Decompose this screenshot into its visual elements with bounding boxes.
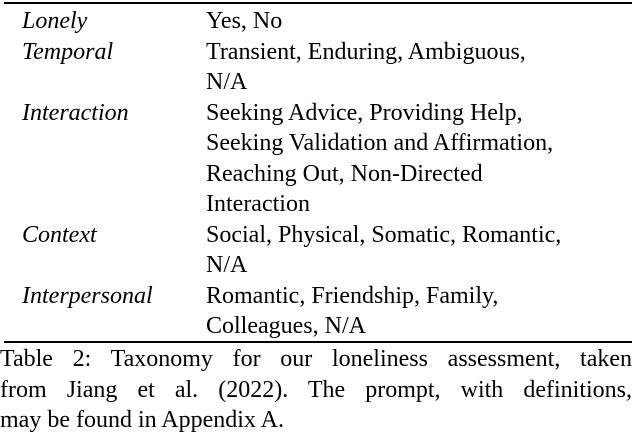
category-values bbox=[206, 37, 626, 98]
table-row-temporal bbox=[0, 37, 636, 98]
table-caption bbox=[0, 344, 636, 436]
category-values bbox=[206, 220, 626, 281]
value-line: Transient, Enduring, Ambiguous, bbox=[206, 38, 526, 65]
value-line: Social, Physical, Somatic, Romantic, bbox=[206, 221, 562, 248]
table-row-interpersonal bbox=[0, 281, 636, 342]
table-row-interaction bbox=[0, 98, 636, 220]
category-label: Temporal bbox=[22, 38, 114, 65]
value-line: Seeking Advice, Providing Help, bbox=[206, 99, 523, 126]
value-line: N/A bbox=[206, 69, 248, 95]
taxonomy-table bbox=[0, 6, 636, 342]
value-line: N/A bbox=[206, 252, 248, 278]
category-values bbox=[206, 6, 626, 37]
caption-line: Table 2: Taxonomy for our loneliness assessment, taken bbox=[0, 346, 632, 372]
table-top-rule bbox=[4, 2, 632, 4]
value-line: Yes, No bbox=[206, 8, 283, 34]
value-line: Seeking Validation and Affirmation, bbox=[206, 130, 554, 156]
category-label: Lonely bbox=[22, 8, 88, 34]
table-row-context bbox=[0, 220, 636, 281]
value-line: Interaction bbox=[206, 191, 310, 217]
category-values bbox=[206, 281, 626, 342]
category-values bbox=[206, 98, 626, 220]
category-label: Interaction bbox=[22, 99, 129, 126]
caption-line: may be found in Appendix A. bbox=[0, 407, 284, 433]
category-label: Interpersonal bbox=[22, 282, 153, 309]
value-line: Colleagues, N/A bbox=[206, 313, 366, 339]
value-line: Reaching Out, Non-Directed bbox=[206, 160, 483, 187]
category-label: Context bbox=[22, 221, 97, 248]
value-line: Romantic, Friendship, Family, bbox=[206, 282, 499, 309]
caption-line: from Jiang et al. (2022). The prompt, with definitions, bbox=[0, 376, 632, 403]
table-bottom-rule bbox=[4, 341, 632, 343]
table-row-lonely bbox=[0, 6, 636, 37]
